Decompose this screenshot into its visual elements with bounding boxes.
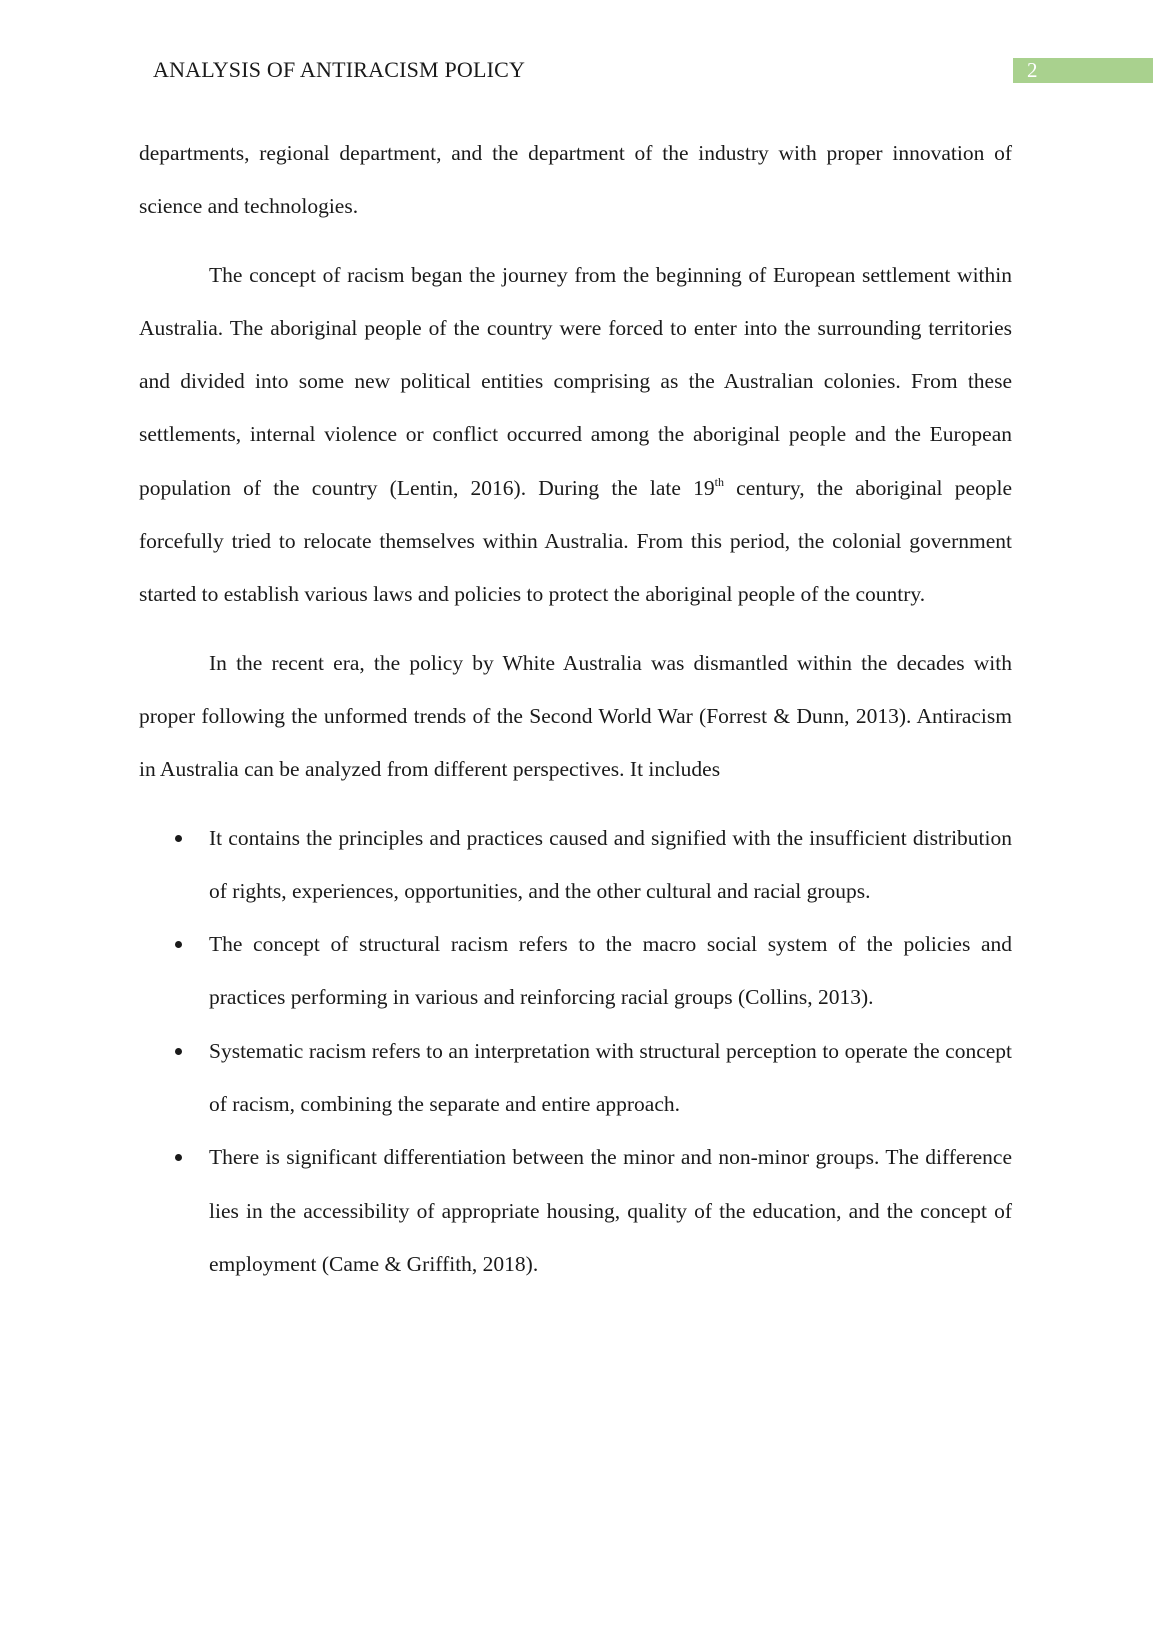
list-item — [139, 812, 1012, 919]
paragraph-recent-era: In the recent era, the policy by White Australia was dismantled within the decades with proper following the unformed trends of the Second World War (Forrest & Dunn, 2013). Antiracism in Australia can be analyzed from different perspectives. It includes — [139, 650, 1012, 782]
page-number: 2 — [1027, 58, 1038, 82]
list-item-text: Systematic racism refers to an interpretation with structural perception to operate the concept of racism, combining the separate and entire approach. — [209, 1038, 1012, 1117]
paragraph-racism-history-text-1: The concept of racism began the journey from the beginning of European settlement within Australia. The aboriginal people of the country were forced to enter into the surrounding territories and divided into some new political entities comprising as the Australian colonies. From these settlements, internal violence or conflict occurred among the aboriginal people and the European population of the country (Lentin, 2016). During the late 19 — [139, 262, 1012, 500]
list-item-text: It contains the principles and practices caused and signified with the insufficient distribution of rights, experiences, opportunities, and the other cultural and racial groups. — [209, 825, 1012, 903]
list-item — [139, 1131, 1012, 1291]
list-item — [139, 1025, 1012, 1132]
list-item — [139, 918, 1012, 1025]
running-header-title: ANALYSIS OF ANTIRACISM POLICY — [153, 57, 526, 82]
page-number-box — [1013, 58, 1153, 83]
bullet-icon — [175, 835, 182, 842]
list-item-text: The concept of structural racism refers to the macro social system of the policies and practices performing in various and reinforcing racial groups (Collins, 2013). — [209, 932, 1012, 1010]
document-body — [139, 127, 1012, 1291]
list-item-text: There is significant differentiation between the minor and non-minor groups. The difference lies in the accessibility of appropriate housing, quality of the education, and the concept of employment (Came & Griffith, 2018). — [209, 1145, 1012, 1276]
paragraph-continuation: departments, regional department, and the department of the industry with proper innovation of science and technologies. — [139, 141, 1012, 219]
bullet-icon — [175, 1048, 182, 1055]
ordinal-superscript: th — [714, 474, 724, 489]
bullet-icon — [175, 941, 182, 948]
paragraph-racism-history-text-2: century, the aboriginal people forcefully tried to relocate themselves within Australia. From this period, the colonial government started to establish various laws and policies to protect the aboriginal people of the country. — [139, 475, 1013, 607]
paragraph-racism-history — [139, 249, 1012, 622]
perspectives-bullet-list — [139, 812, 1012, 1292]
bullet-icon — [175, 1154, 182, 1161]
